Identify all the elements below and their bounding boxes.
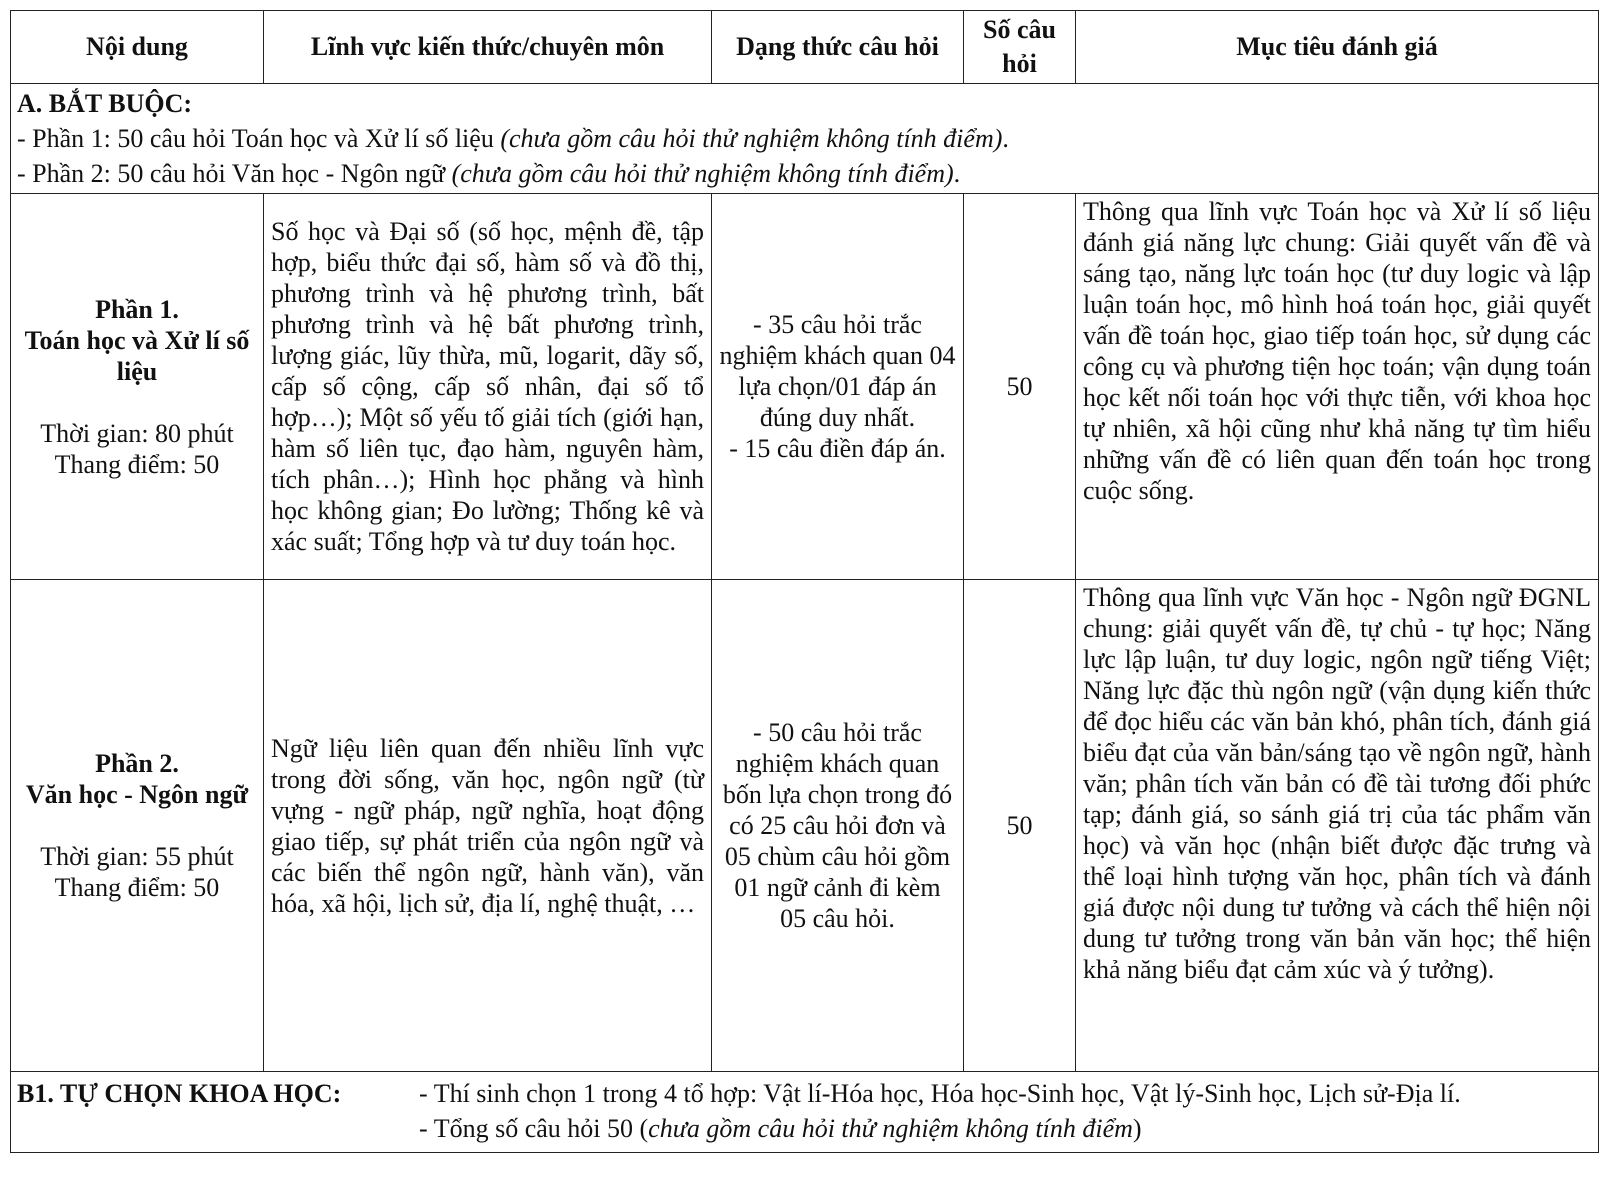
header-format: Dạng thức câu hỏi bbox=[712, 11, 964, 84]
part-cell bbox=[11, 194, 264, 580]
section-a-line-1 bbox=[17, 121, 1592, 156]
line-note: chưa gồm câu hỏi thử nghiệm không tính điểm bbox=[648, 1114, 1133, 1143]
section-a-row bbox=[11, 84, 1599, 194]
header-count: Số câu hỏi bbox=[964, 11, 1076, 84]
domain-cell: Ngữ liệu liên quan đến nhiều lĩnh vực trong đời sống, văn học, ngôn ngữ (từ vựng - ngữ pháp, ngữ nghĩa, hoạt động giao tiếp, sự phát triển của ngôn ngữ và các biến thể ngôn ngữ, hành văn), văn hóa, xã hội, lịch sử, địa lí, nghệ thuật, … bbox=[264, 580, 712, 1072]
line-note: (chưa gồm câu hỏi thử nghiệm không tính điểm) bbox=[500, 124, 1003, 153]
section-b1-line-2 bbox=[419, 1111, 1461, 1146]
part-name: Văn học - Ngôn ngữ bbox=[25, 780, 249, 809]
part-score: Thang điểm: 50 bbox=[54, 873, 220, 902]
format-cell bbox=[712, 194, 964, 580]
section-a-line-2 bbox=[17, 156, 1592, 191]
domain-cell: Số học và Đại số (số học, mệnh đề, tập hợp, biểu thức đại số, hàm số và đồ thị, phương trình và hệ phương trình, bất phương trình và hệ bất phương trình, lượng giác, lũy thừa, mũ, logarit, dãy số, cấp số cộng, cấp số nhân, đại số tổ hợp…); Một số yếu tố giải tích (giới hạn, hàm số liên tục, đạo hàm, nguyên hàm, tích phân…); Hình học phẳng và hình học không gian; Đo lường; Thống kê và xác suất; Tổng hợp và tư duy toán học. bbox=[264, 194, 712, 580]
header-domain: Lĩnh vực kiến thức/chuyên môn bbox=[264, 11, 712, 84]
line-end: . bbox=[953, 159, 961, 188]
line-text: - Phần 1: 50 câu hỏi Toán học và Xử lí số liệu bbox=[17, 124, 501, 153]
part-label: Phần 1. bbox=[95, 294, 179, 324]
header-row bbox=[11, 11, 1599, 84]
objective-cell: Thông qua lĩnh vực Toán học và Xử lí số liệu đánh giá năng lực chung: Giải quyết vấn đề và sáng tạo, năng lực toán học (tư duy logic và lập luận toán học, mô hình hoá toán học, giải quyết vấn đề toán học, giao tiếp toán học, sử dụng các công cụ và phương tiện học toán; vận dụng toán học kết nối toán học với thực tiễn, với khoa học tự nhiên, xã hội cũng như khả năng tự tìm hiểu những vấn đề có liên quan đến toán học trong cuộc sống. bbox=[1076, 194, 1599, 580]
exam-structure-table bbox=[10, 10, 1599, 1153]
format-line: - 15 câu điền đáp án. bbox=[729, 434, 946, 463]
line-text: - Phần 2: 50 câu hỏi Văn học - Ngôn ngữ bbox=[17, 159, 452, 188]
header-content: Nội dung bbox=[11, 11, 264, 84]
line-end: . bbox=[1002, 124, 1009, 153]
count-cell: 50 bbox=[964, 194, 1076, 580]
section-a-title: A. BẮT BUỘC: bbox=[17, 89, 193, 118]
line-end: ) bbox=[1132, 1114, 1142, 1143]
section-b1-line-1: - Thí sinh chọn 1 trong 4 tổ hợp: Vật lí-Hóa học, Hóa học-Sinh học, Vật lý-Sinh học, Lịch sử-Địa lí. bbox=[419, 1079, 1461, 1108]
line-text: - Tổng số câu hỏi 50 ( bbox=[419, 1114, 649, 1143]
format-line: - 50 câu hỏi trắc nghiệm khách quan bốn lựa chọn trong đó có 25 câu hỏi đơn và 05 chùm câu hỏi gồm 01 ngữ cảnh đi kèm 05 câu hỏi. bbox=[722, 718, 953, 933]
part-name: Toán học và Xử lí số liệu bbox=[24, 325, 250, 386]
section-b1-title: B1. TỰ CHỌN KHOA HỌC: bbox=[17, 1079, 342, 1108]
line-note: (chưa gồm câu hỏi thử nghiệm không tính điểm) bbox=[451, 159, 954, 188]
header-objective: Mục tiêu đánh giá bbox=[1076, 11, 1599, 84]
format-line: - 35 câu hỏi trắc nghiệm khách quan 04 lựa chọn/01 đáp án đúng duy nhất. bbox=[719, 310, 956, 432]
format-cell bbox=[712, 580, 964, 1072]
part-cell bbox=[11, 580, 264, 1072]
part-time: Thời gian: 55 phút bbox=[40, 842, 234, 871]
table-row-part-2 bbox=[11, 580, 1599, 1072]
table-row-part-1 bbox=[11, 194, 1599, 580]
part-label: Phần 2. bbox=[95, 749, 179, 778]
part-score: Thang điểm: 50 bbox=[54, 449, 220, 479]
objective-cell: Thông qua lĩnh vực Văn học - Ngôn ngữ ĐGNL chung: giải quyết vấn đề, tự chủ - tự học; Năng lực lập luận, tư duy logic, ngôn ngữ tiếng Việt; Năng lực đặc thù ngôn ngữ (vận dụng kiến thức để đọc hiểu các văn bản khó, phân tích, đánh giá biểu đạt của văn bản/sáng tạo về ngôn ngữ, hành văn; phân tích văn bản có đề tài tương đối phức tạp; đánh giá, so sánh giá trị của tác phẩm văn học) và văn học (nhận biết được đặc trưng và thể loại hình tượng văn học, phân tích và đánh giá được nội dung tư tưởng và cách thể hiện nội dung tư tưởng trong văn bản văn học; thể hiện khả năng biểu đạt cảm xúc và ý tưởng). bbox=[1076, 580, 1599, 1072]
count-cell: 50 bbox=[964, 580, 1076, 1072]
part-time: Thời gian: 80 phút bbox=[40, 418, 234, 448]
section-b1-row bbox=[11, 1072, 1599, 1153]
